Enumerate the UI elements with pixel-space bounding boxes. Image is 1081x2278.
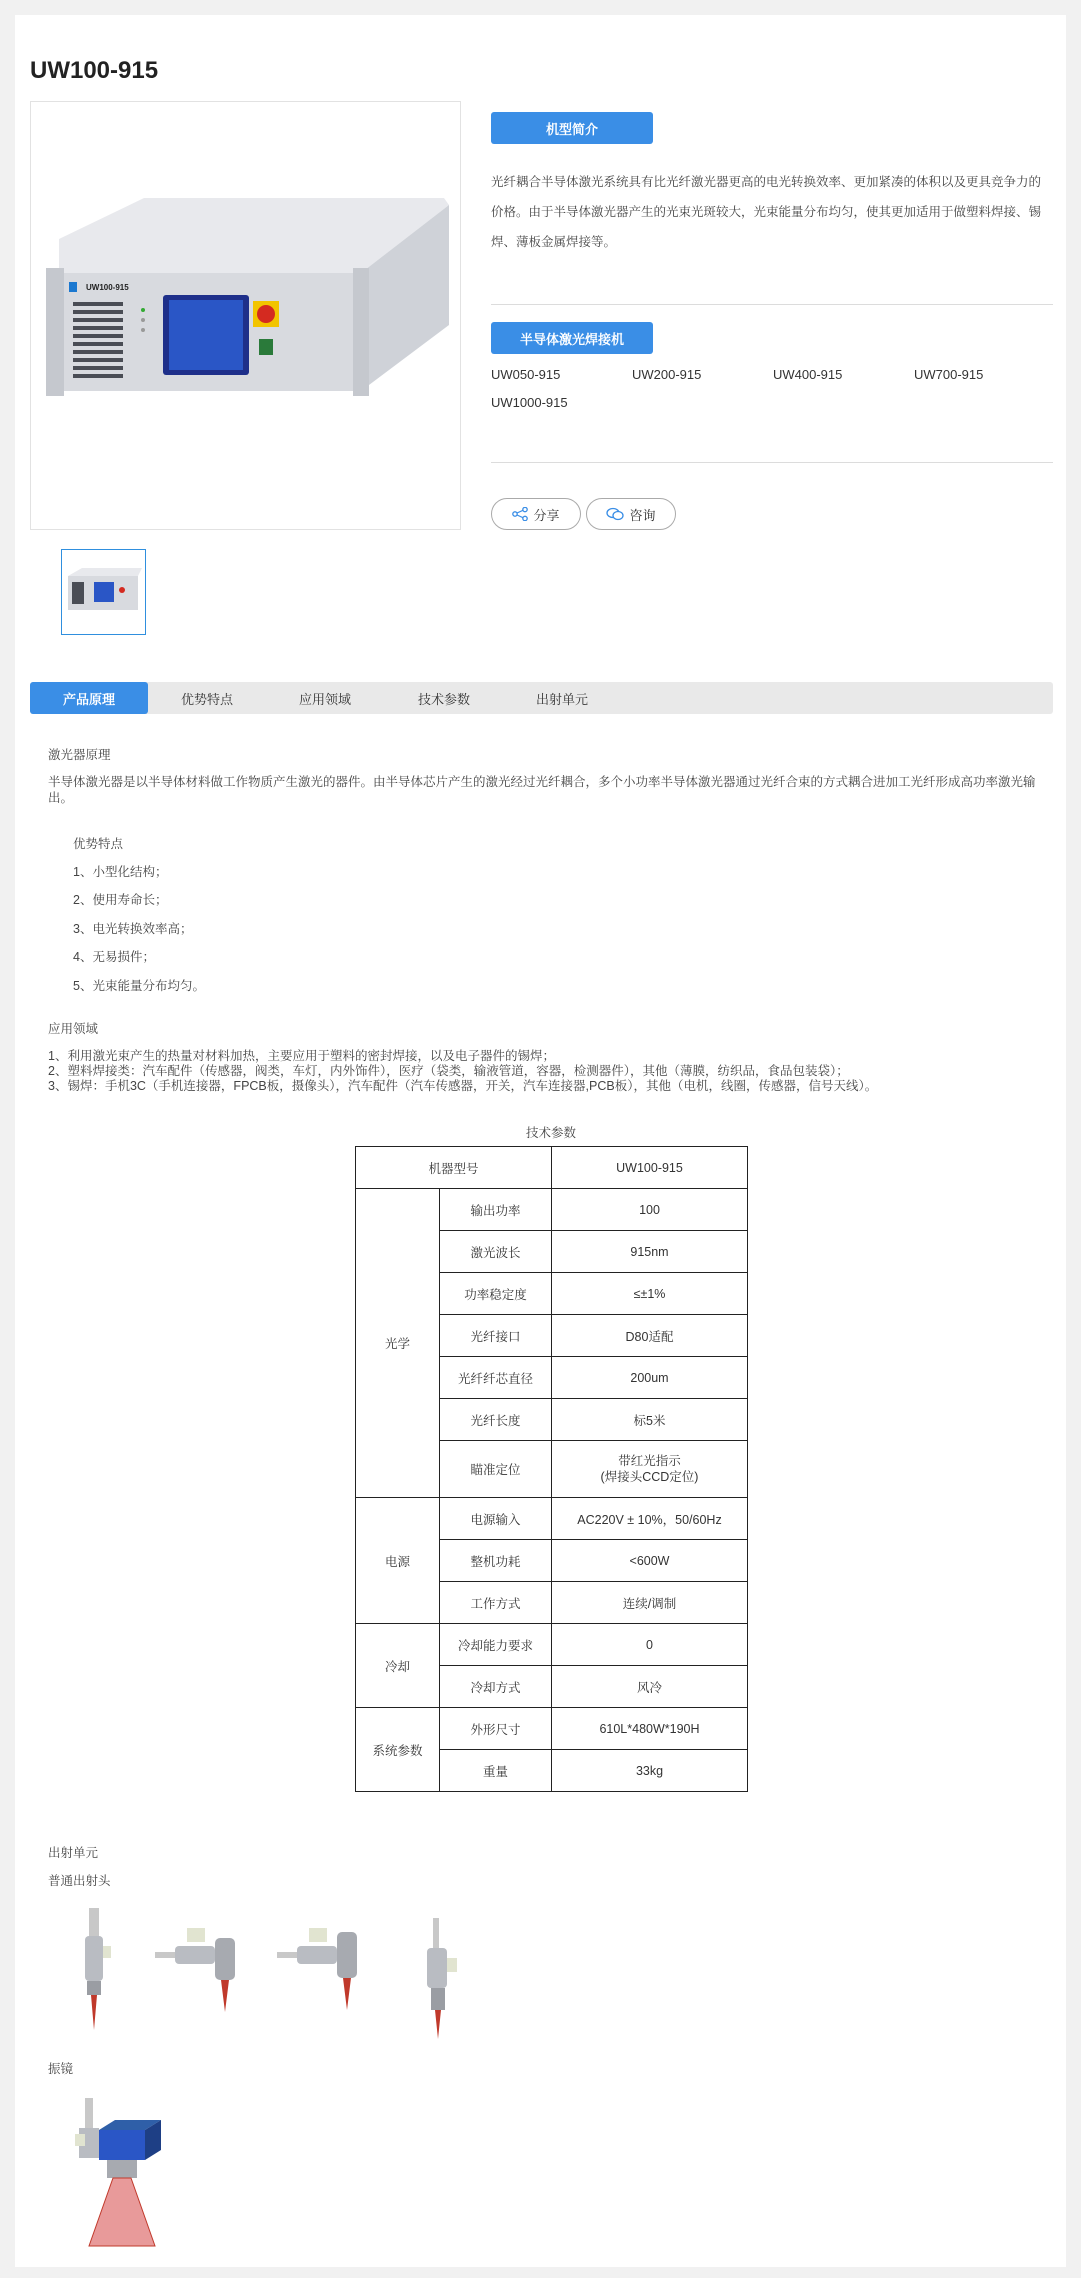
principle-text: 半导体激光器是以半导体材料做工作物质产生激光的器件。由半导体芯片产生的激光经过光纤耦合，多个小功率半导体激光器通过光纤合束的方式耦合进加工光纤形成高功率激光输出。 — [48, 775, 1036, 805]
param-cell: 光纤纤芯直径 — [440, 1357, 552, 1399]
group-cooling: 冷却 — [356, 1624, 440, 1708]
model-value: UW100-915 — [552, 1147, 748, 1189]
value-cell — [552, 1441, 748, 1498]
tab-applications[interactable]: 应用领域 — [298, 691, 351, 707]
galvo-label: 振镜 — [48, 2062, 74, 2076]
group-system: 系统参数 — [356, 1708, 440, 1792]
value-cell: 610L*480W*190H — [552, 1708, 748, 1750]
share-button[interactable] — [491, 498, 581, 530]
advantage-item: 2、使用寿命长； — [73, 893, 168, 907]
advantage-item: 4、无易损件； — [73, 950, 155, 964]
value-cell: AC220V ± 10%，50/60Hz — [552, 1498, 748, 1540]
model-link-uw200[interactable]: UW200-915 — [632, 367, 702, 382]
model-link-uw700[interactable]: UW700-915 — [914, 367, 984, 382]
param-cell: 输出功率 — [440, 1189, 552, 1231]
product-thumbnail[interactable] — [61, 549, 146, 635]
param-cell: 瞄准定位 — [440, 1441, 552, 1498]
share-label: 分享 — [533, 507, 560, 523]
param-cell: 冷却方式 — [440, 1666, 552, 1708]
consult-button[interactable] — [586, 498, 676, 530]
value-cell: <600W — [552, 1540, 748, 1582]
advantage-item: 1、小型化结构； — [73, 865, 168, 879]
divider — [491, 462, 1053, 463]
param-cell: 功率稳定度 — [440, 1273, 552, 1315]
welding-head-image — [413, 1918, 468, 2040]
value-cell: 风冷 — [552, 1666, 748, 1708]
welding-head-illustration — [155, 1918, 250, 2013]
product-main-image[interactable] — [30, 101, 461, 530]
welding-head-image — [155, 1918, 250, 2013]
param-cell: 光纤接口 — [440, 1315, 552, 1357]
model-list — [491, 365, 1061, 413]
chat-icon — [606, 507, 624, 521]
tab-principle[interactable]: 产品原理 — [30, 682, 148, 714]
intro-label: 机型简介 — [491, 112, 653, 144]
value-cell: 200um — [552, 1357, 748, 1399]
product-page — [15, 15, 1066, 2267]
value-cell: D80适配 — [552, 1315, 748, 1357]
normal-heads-label: 普通出射头 — [48, 1874, 111, 1888]
value-cell: 0 — [552, 1624, 748, 1666]
group-power: 电源 — [356, 1498, 440, 1624]
galvo-image — [75, 2098, 165, 2248]
welding-head-image — [277, 1918, 372, 2013]
series-label: 半导体激光焊接机 — [491, 322, 653, 354]
welding-head-illustration — [75, 1908, 120, 2031]
galvo-scanner-illustration — [75, 2098, 165, 2248]
advantage-item: 5、光束能量分布均匀。 — [73, 979, 205, 993]
value-cell: ≤±1% — [552, 1273, 748, 1315]
advantage-item: 3、电光转换效率高； — [73, 922, 193, 936]
param-cell: 冷却能力要求 — [440, 1624, 552, 1666]
value-line: 带红光指示 — [618, 1454, 681, 1468]
advantages-heading: 优势特点 — [73, 837, 124, 851]
tab-output-unit[interactable]: 出射单元 — [535, 691, 588, 707]
intro-text: 光纤耦合半导体激光系统具有比光纤激光器更高的电光转换效率、更加紧凑的体积以及更具竞争力的价格。由于半导体激光器产生的光束光斑较大，光束能量分布均匀，使其更加适用于做塑料焊接、锡焊、薄板金属焊接等。 — [491, 175, 1042, 249]
param-cell: 整机功耗 — [440, 1540, 552, 1582]
spec-table — [355, 1146, 748, 1792]
param-cell: 光纤长度 — [440, 1399, 552, 1441]
value-cell: 33kg — [552, 1750, 748, 1792]
svg-text:UW100-915: UW100-915 — [86, 283, 129, 292]
divider — [491, 304, 1053, 305]
laser-device-illustration — [31, 102, 460, 529]
principle-heading: 激光器原理 — [48, 748, 111, 762]
param-cell: 外形尺寸 — [440, 1708, 552, 1750]
value-line: (焊接头CCD定位) — [600, 1470, 699, 1484]
output-unit-heading: 出射单元 — [48, 1846, 99, 1860]
welding-head-illustration — [277, 1918, 372, 2013]
application-item: 1、利用激光束产生的热量对材料加热，主要应用于塑料的密封焊接，以及电子器件的锡焊； — [48, 1049, 555, 1063]
applications-heading: 应用领域 — [48, 1022, 99, 1036]
value-cell: 标5米 — [552, 1399, 748, 1441]
group-optics: 光学 — [356, 1189, 440, 1498]
share-icon — [512, 507, 528, 521]
value-cell: 915nm — [552, 1231, 748, 1273]
param-cell: 激光波长 — [440, 1231, 552, 1273]
model-header: 机器型号 — [356, 1147, 552, 1189]
specs-caption: 技术参数 — [525, 1126, 576, 1140]
model-link-uw1000[interactable]: UW1000-915 — [491, 395, 568, 410]
page-title: UW100-915 — [30, 57, 159, 84]
param-cell: 电源输入 — [440, 1498, 552, 1540]
welding-head-illustration — [413, 1918, 468, 2040]
tab-specs[interactable]: 技术参数 — [417, 691, 470, 707]
thumbnail-device-icon — [62, 550, 145, 634]
welding-head-image — [75, 1908, 120, 2031]
value-cell: 连续/调制 — [552, 1582, 748, 1624]
model-link-uw050[interactable]: UW050-915 — [491, 367, 561, 382]
application-item: 3、锡焊：手机3C（手机连接器，FPCB板，摄像头），汽车配件（汽车传感器，开关，汽车连接器,PCB板），其他（电机，线圈，传感器，信号天线）。 — [48, 1079, 878, 1093]
consult-label: 咨询 — [629, 507, 656, 523]
param-cell: 工作方式 — [440, 1582, 552, 1624]
tab-bar — [30, 682, 1053, 714]
model-link-uw400[interactable]: UW400-915 — [773, 367, 843, 382]
value-cell: 100 — [552, 1189, 748, 1231]
tab-advantages[interactable]: 优势特点 — [180, 691, 233, 707]
param-cell: 重量 — [440, 1750, 552, 1792]
application-item: 2、塑料焊接类：汽车配件（传感器，阀类，车灯，内外饰件），医疗（袋类，输液管道，容器，检测器件），其他（薄膜，纺织品，食品包装袋）； — [48, 1064, 849, 1078]
